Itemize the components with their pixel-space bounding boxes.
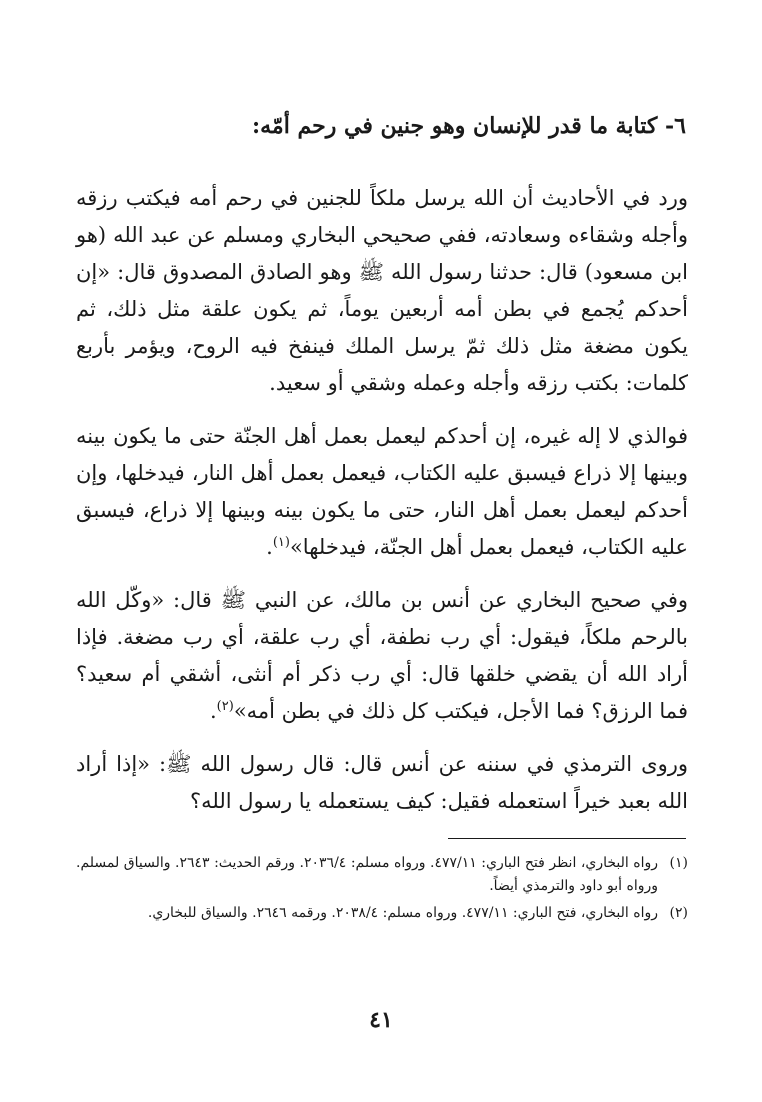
paragraph-3 <box>76 582 688 730</box>
footnote-1 <box>76 852 688 898</box>
page-number: ٤١ <box>369 1007 393 1033</box>
paragraph-2 <box>76 418 688 566</box>
section-heading: ٦- كتابة ما قدر للإنسان وهو جنين في رحم أمّه: <box>252 113 686 139</box>
main-text <box>76 180 688 820</box>
paragraph-1: ورد في الأحاديث أن الله يرسل ملكاً للجنين في رحم أمه فيكتب رزقه وأجله وشقاءه وسعادته، ففي صحيحي البخاري ومسلم عن عبد الله (هو ابن مسعود) قال: حدثنا رسول الله ﷺ وهو الصادق المصدوق قال: «إن أحدكم يُجمع في بطن أمه أربعين يوماً، ثم يكون علقة مثل ذلك، ثم يكون مضغة مثل ذلك ثمّ يرسل الملك فينفخ فيه الروح، ويؤمر بأربع كلمات: بكتب رزقه وأجله وعمله وشقي أو سعيد. <box>76 186 688 395</box>
paragraph-3-end: . <box>209 699 217 723</box>
footnote-number: (٢) <box>669 905 688 921</box>
paragraph-2-end: . <box>266 535 273 559</box>
footnote-ref-1[interactable]: (١) <box>272 535 290 550</box>
footnote-2 <box>76 902 688 925</box>
footnote-text: رواه البخاري، فتح الباري: ٤٧٧/١١. ورواه مسلم: ٢٠٣٨/٤. ورقمه ٢٦٤٦. والسياق للبخاري. <box>147 905 658 921</box>
footnote-divider <box>448 838 686 839</box>
paragraph-4: وروى الترمذي في سننه عن أنس قال: قال رسول الله ﷺ: «إذا أراد الله بعبد خيراً استعمله فقيل: كيف يستعمله يا رسول الله؟ <box>76 752 688 813</box>
paragraph-2-text: فوالذي لا إله غيره، إن أحدكم ليعمل بعمل أهل الجنّة حتى ما يكون بينه وبينها إلا ذراع فيسبق عليه الكتاب، فيعمل بعمل أهل النار، فيدخلها، وإن أحدكم ليعمل بعمل أهل النار، حتى ما يكون بينه وبينها إلا ذراع، فيسبق عليه الكتاب، فيعمل بعمل أهل الجنّة، فيدخلها» <box>76 424 688 559</box>
paragraph-3-text: وفي صحيح البخاري عن أنس بن مالك، عن النبي ﷺ قال: «وكّل الله بالرحم ملكاً، فيقول: أي رب نطفة، أي رب علقة، أي رب مضغة. فإذا أراد الله أن يقضي خلقها قال: أي رب ذكر أم أنثى، أشقي أم سعيد؟ فما الرزق؟ فما الأجل، فيكتب كل ذلك في بطن أمه» <box>76 588 688 723</box>
footnote-ref-2[interactable]: (٢) <box>216 699 234 714</box>
footnotes <box>76 852 688 929</box>
footnote-text: رواه البخاري، انظر فتح الباري: ٤٧٧/١١. ورواه مسلم: ٢٠٣٦/٤. ورقم الحديث: ٢٦٤٣. والسياق لمسلم. ورواه أبو داود والترمذي أيضاً. <box>76 855 659 894</box>
footnote-number: (١) <box>669 855 688 871</box>
